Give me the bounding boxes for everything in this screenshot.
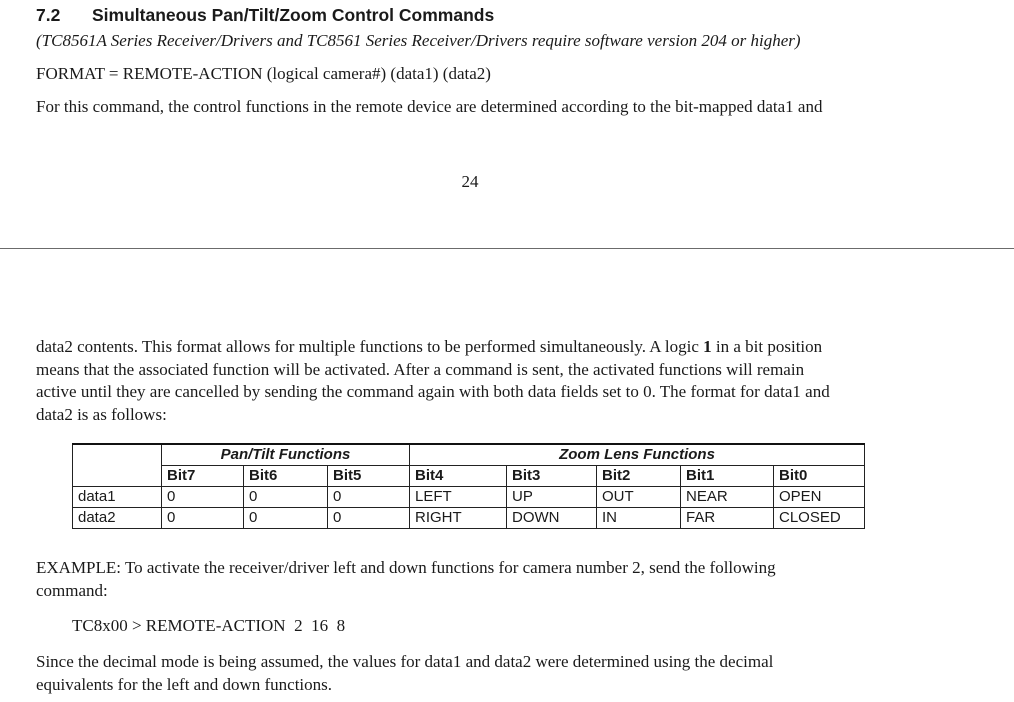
table-bit-header-row <box>73 466 865 487</box>
paragraph-text: in a bit position <box>711 337 823 356</box>
bit-header: Bit4 <box>410 466 507 487</box>
table-cell: 0 <box>162 487 244 508</box>
table-row <box>73 508 865 529</box>
bit-header: Bit2 <box>597 466 681 487</box>
closing-paragraph <box>36 651 936 696</box>
paragraph-line-4: data2 is as follows: <box>36 404 167 424</box>
closing-line-2: equivalents for the left and down functions. <box>36 674 333 694</box>
bit-header: Bit6 <box>244 466 328 487</box>
paragraph-line-2: means that the associated function will be activated. After a command is sent, the activated functions will remain <box>36 359 805 379</box>
bit-format-table <box>72 443 865 529</box>
row-label: data1 <box>73 487 162 508</box>
table-cell: 0 <box>328 487 410 508</box>
table-cell: FAR <box>681 508 774 529</box>
table-cell: UP <box>507 487 597 508</box>
example-line-1: EXAMPLE: To activate the receiver/driver left and down functions for camera number 2, send the following <box>36 558 776 577</box>
section-title: Simultaneous Pan/Tilt/Zoom Control Commands <box>92 5 495 25</box>
bit-header: Bit3 <box>507 466 597 487</box>
table-cell: CLOSED <box>774 508 865 529</box>
paragraph-line-3: active until they are cancelled by sending the command again with both data fields set to 0. The format for data1 and <box>36 382 830 401</box>
table-cell: OUT <box>597 487 681 508</box>
bit-header: Bit5 <box>328 466 410 487</box>
table-cell: 0 <box>162 508 244 529</box>
table-cell: 0 <box>244 487 328 508</box>
zoom-lens-group-header: Zoom Lens Functions <box>410 444 865 466</box>
bit-header: Bit0 <box>774 466 865 487</box>
table-cell: RIGHT <box>410 508 507 529</box>
example-command: TC8x00 > REMOTE-ACTION 2 16 8 <box>72 616 346 635</box>
intro-text: For this command, the control functions in the remote device are determined according to the bit-mapped data1 and <box>36 97 823 116</box>
table-cell: IN <box>597 508 681 529</box>
table-cell: NEAR <box>681 487 774 508</box>
section-subtitle: (TC8561A Series Receiver/Drivers and TC8561 Series Receiver/Drivers require software version 204 or higher) <box>36 31 801 50</box>
logic-one-bold: 1 <box>703 337 712 356</box>
format-line: FORMAT = REMOTE-ACTION (logical camera#) (data1) (data2) <box>36 64 491 83</box>
pan-tilt-group-header: Pan/Tilt Functions <box>162 444 410 466</box>
table-corner-cell <box>73 444 162 466</box>
table-cell: 0 <box>328 508 410 529</box>
paragraph-line-1 <box>36 336 936 359</box>
closing-line-1: Since the decimal mode is being assumed, the values for data1 and data2 were determined using the decimal <box>36 652 774 671</box>
page-break-divider <box>0 248 1014 249</box>
section-heading <box>36 5 494 26</box>
table-cell: DOWN <box>507 508 597 529</box>
section-number: 7.2 <box>36 5 61 25</box>
table-cell: LEFT <box>410 487 507 508</box>
table-cell: 0 <box>244 508 328 529</box>
table-group-header-row <box>73 444 865 466</box>
table-corner-cell <box>73 466 162 487</box>
bit-header: Bit7 <box>162 466 244 487</box>
row-label: data2 <box>73 508 162 529</box>
paragraph-text: data2 contents. This format allows for multiple functions to be performed simultaneously. A logic <box>36 337 704 356</box>
example-line-2: command: <box>36 580 108 600</box>
page-number: 24 <box>461 172 479 191</box>
description-paragraph <box>36 336 936 426</box>
example-paragraph <box>36 557 936 602</box>
table-cell: OPEN <box>774 487 865 508</box>
table-row <box>73 487 865 508</box>
bit-header: Bit1 <box>681 466 774 487</box>
